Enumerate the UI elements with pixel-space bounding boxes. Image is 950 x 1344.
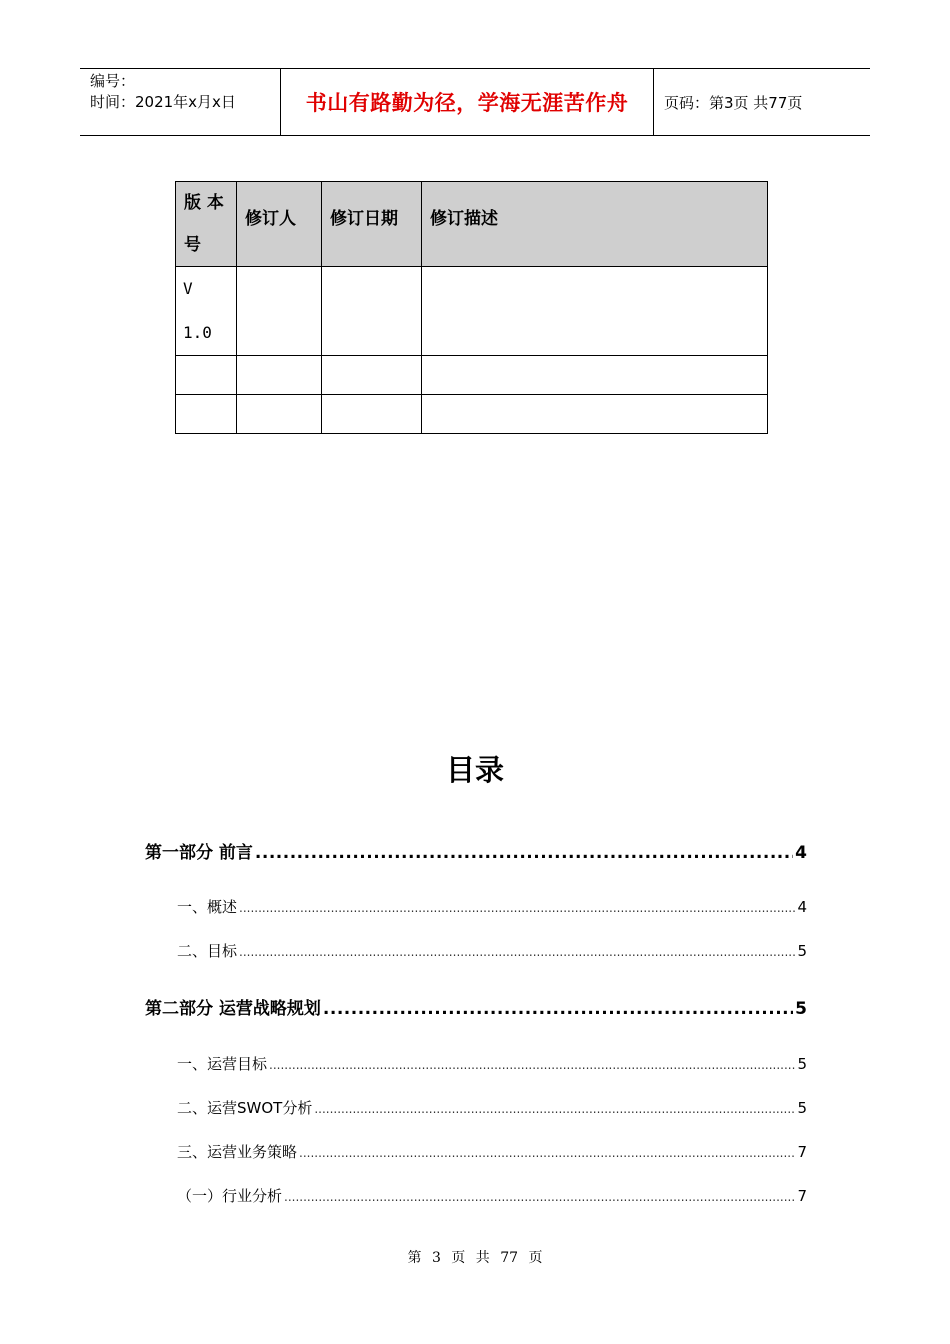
toc-entry-part1[interactable] (145, 838, 807, 863)
toc-entry-page: 7 (797, 1187, 807, 1205)
toc-entry-label: 二、目标 (177, 942, 238, 960)
toc-entry-page: 4 (795, 843, 807, 863)
toc-entry-industry[interactable] (177, 1185, 807, 1206)
header-page-info: 页码：第3页 共77页 (664, 93, 803, 112)
header-meta (80, 69, 281, 135)
toc-entry-page: 5 (797, 942, 807, 960)
table-row (176, 267, 768, 356)
toc-leader (299, 1146, 795, 1160)
toc-entry-page: 7 (797, 1143, 807, 1161)
toc-entry-swot[interactable] (177, 1097, 807, 1118)
version-line1: V (183, 279, 193, 298)
description-cell (422, 356, 768, 395)
page-header (80, 68, 870, 136)
version-line2: 1.0 (183, 323, 212, 342)
header-description: 修订描述 (422, 182, 768, 267)
toc-entry-label: 一、概述 (177, 898, 238, 916)
toc-entry-label: 第一部分 前言 (145, 843, 253, 863)
table-row (176, 395, 768, 434)
toc-entry-ops-goals[interactable] (177, 1053, 807, 1074)
header-date: 修订日期 (322, 182, 422, 267)
description-cell (422, 267, 768, 356)
table-row (176, 356, 768, 395)
time-label: 时间：2021年x月x日 (90, 93, 236, 111)
version-cell (176, 267, 237, 356)
reviser-cell (237, 395, 322, 434)
date-cell (322, 267, 422, 356)
header-version (176, 182, 237, 267)
toc-leader (239, 901, 795, 915)
toc-entry-page: 5 (797, 1099, 807, 1117)
toc-leader (269, 1058, 795, 1072)
toc-entry-page: 4 (797, 898, 807, 916)
header-motto: 书山有路勤为径，学海无涯苦作舟 (281, 69, 654, 135)
header-version-line1: 版 本 (184, 193, 224, 213)
toc-entry-label: （一）行业分析 (177, 1187, 283, 1205)
header-reviser: 修订人 (237, 182, 322, 267)
toc-leader (323, 999, 793, 1019)
toc-entry-page: 5 (797, 1055, 807, 1073)
reviser-cell (237, 356, 322, 395)
date-cell (322, 356, 422, 395)
toc-leader (314, 1102, 795, 1116)
toc-leader (284, 1190, 795, 1204)
header-version-line2: 号 (184, 235, 201, 255)
toc-entry-label: 二、运营SWOT分析 (177, 1099, 313, 1117)
serial-label: 编号： (90, 72, 136, 90)
toc-leader (255, 843, 793, 863)
toc-leader (239, 945, 795, 959)
version-cell (176, 356, 237, 395)
toc-entry-part2[interactable] (145, 994, 807, 1019)
toc-entry-strategy[interactable] (177, 1141, 807, 1162)
description-cell (422, 395, 768, 434)
revision-table (175, 181, 768, 434)
toc-entry-label: 第二部分 运营战略规划 (145, 999, 321, 1019)
toc-entry-overview[interactable] (177, 896, 807, 917)
toc-entry-label: 一、运营目标 (177, 1055, 268, 1073)
toc-entry-goals[interactable] (177, 940, 807, 961)
toc-entry-label: 三、运营业务策略 (177, 1143, 298, 1161)
toc-title: 目录 (445, 753, 504, 787)
version-cell (176, 395, 237, 434)
revision-table-header (176, 182, 768, 267)
toc-entry-page: 5 (795, 999, 807, 1019)
page-footer: 第 3 页 共 77 页 (407, 1250, 543, 1266)
date-cell (322, 395, 422, 434)
reviser-cell (237, 267, 322, 356)
